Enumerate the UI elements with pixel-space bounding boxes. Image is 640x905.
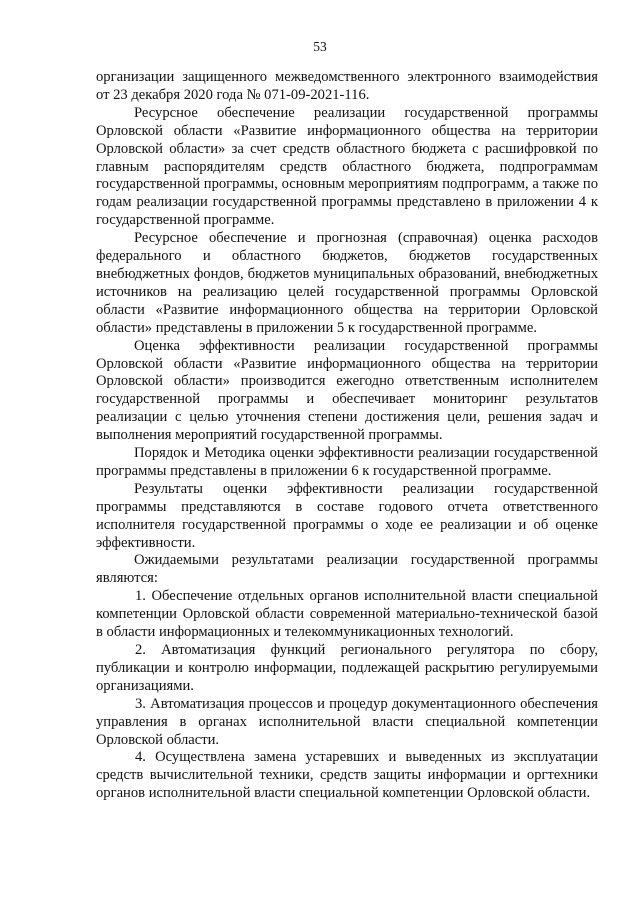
paragraph-resource-forecast: Ресурсное обеспечение и прогнозная (справочная) оценка расходов федерального и областного бюджетов, бюджетов государственных внебюджетных фондов, бюджетов муниципальных образований, внебюджетных источников на реализацию целей государственной программы Орловской области «Развитие информационного общества на территории Орловской области» представлены в приложении 5 к государственной программе. bbox=[96, 230, 598, 336]
list-item-result-4: 4. Осуществлена замена устаревших и выведенных из эксплуатации средств вычислительной техники, средств защиты информации и оргтехники органов исполнительной власти специальной компетенции Орловской области. bbox=[96, 749, 598, 802]
paragraph-resource-support-by-budget: Ресурсное обеспечение реализации государственной программы Орловской области «Развитие информационного общества на территории Орловской области» за счет средств областного бюджета с расшифровкой по главным распорядителям средств областного бюджета, подпрограммам государственной программы, основным мероприятиям подпрограмм, а также по годам реализации государственной программы представлено в приложении 4 к государственной программе. bbox=[96, 104, 598, 229]
document-body bbox=[96, 69, 598, 803]
paragraph-efficiency-evaluation: Оценка эффективности реализации государственной программы Орловской области «Развитие информационного общества на территории Орловской области» производится ежегодно ответственным исполнителем государственной программы и обеспечивает мониторинг результатов реализации с целью уточнения степени достижения цели, решения задач и выполнения мероприятий государственной программы. bbox=[96, 337, 598, 444]
paragraph-continuation: организации защищенного межведомственного электронного взаимодействия от 23 декабря 2020 года № 071-09-2021-116. bbox=[96, 69, 598, 103]
list-item-result-3: 3. Автоматизация процессов и процедур документационного обеспечения управления в органах исполнительной власти специальной компетенции Орловской области. bbox=[96, 695, 598, 748]
paragraph-expected-results-intro: Ожидаемыми результатами реализации государственной программы являются: bbox=[96, 552, 598, 587]
paragraph-evaluation-results: Результаты оценки эффективности реализации государственной программы представляются в составе годового отчета ответственного исполнителя государственной программы о ходе ее реализации и об оценке эффективности. bbox=[96, 480, 598, 551]
list-item-result-1: 1. Обеспечение отдельных органов исполнительной власти специальной компетенции Орловской области современной материально-технической базой в области информационных и телекоммуникационных технологий. bbox=[96, 588, 598, 641]
page-number: 53 bbox=[313, 39, 327, 54]
paragraph-evaluation-methodology: Порядок и Методика оценки эффективности реализации государственной программы представлены в приложении 6 к государственной программе. bbox=[96, 445, 598, 479]
list-item-result-2: 2. Автоматизация функций регионального регулятора по сбору, публикации и контролю информации, подлежащей раскрытию регулируемыми организациями. bbox=[96, 642, 598, 694]
